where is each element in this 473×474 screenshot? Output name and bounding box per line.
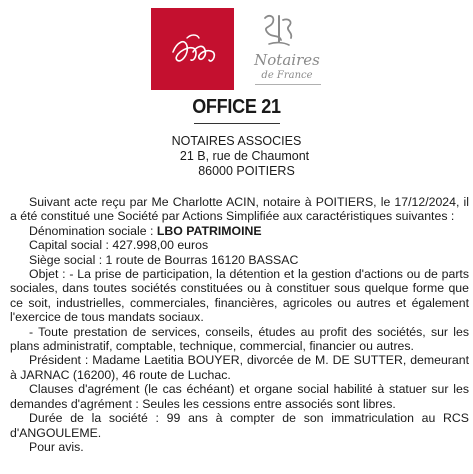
firm-city: 86000 POITIERS [198, 164, 295, 178]
office-title: OFFICE 21 [192, 96, 281, 118]
denomination-label: Dénomination sociale : [29, 223, 157, 238]
notice-objet: Objet : - La prise de participation, la détention et la gestion d'actions ou de parts sociales, dans toutes sociétés constituées ou à constituer sous quelque forme que ce soit, industrielles, commerciales, financières, agricoles ou autres et également l'exercice de tous mandats sociaux. [10, 267, 469, 325]
notice-clauses: Clauses d'agrément (le cas échéant) et organe social habilité à statuer sur les demandes d'agrément : Seules les cessions entre associés sont libres. [10, 382, 469, 411]
logo-red-block [151, 8, 234, 90]
logo-brand-word: Notaires [254, 51, 320, 69]
notice-denomination [10, 224, 469, 238]
notice-siege: Siège social : 1 route de Bourras 16120 BASSAC [29, 252, 299, 267]
notice-objet-2: - Toute prestation de services, conseils, études au profit des sociétés, sur les plans administratif, comptable, technique, commercial, financier ou autres. [10, 324, 469, 354]
notice-capital: Capital social : 427.998,00 euros [29, 238, 209, 253]
logo-brand-sub: de France [261, 70, 313, 81]
office-title-rule [194, 123, 280, 124]
notice-president: Président : Madame Laetitia BOUYER, divorcée de M. DE SUTTER, demeurant à JARNAC (16200), 46 route de Luchac. [10, 353, 469, 382]
signature-mark-icon [151, 8, 234, 90]
notice-body [10, 195, 469, 454]
notice-duree: Durée de la société : 99 ans à compter de son immatriculation au RCS d'ANGOULEME. [10, 411, 469, 440]
notaires-logo [151, 8, 331, 90]
notaires-emblem-icon [259, 12, 299, 50]
logo-underline [255, 84, 321, 85]
firm-name: NOTAIRES ASSOCIES [171, 134, 302, 148]
firm-street: 21 B, rue de Chaumont [179, 149, 310, 163]
notice-closing: Pour avis. [29, 439, 84, 454]
notice-intro: Suivant acte reçu par Me Charlotte ACIN, notaire à POITIERS, le 17/12/2024, il a été constitué une Société par Actions Simplifiée aux caractéristiques suivantes : [10, 195, 469, 224]
denomination-value: LBO PATRIMOINE [156, 223, 262, 238]
